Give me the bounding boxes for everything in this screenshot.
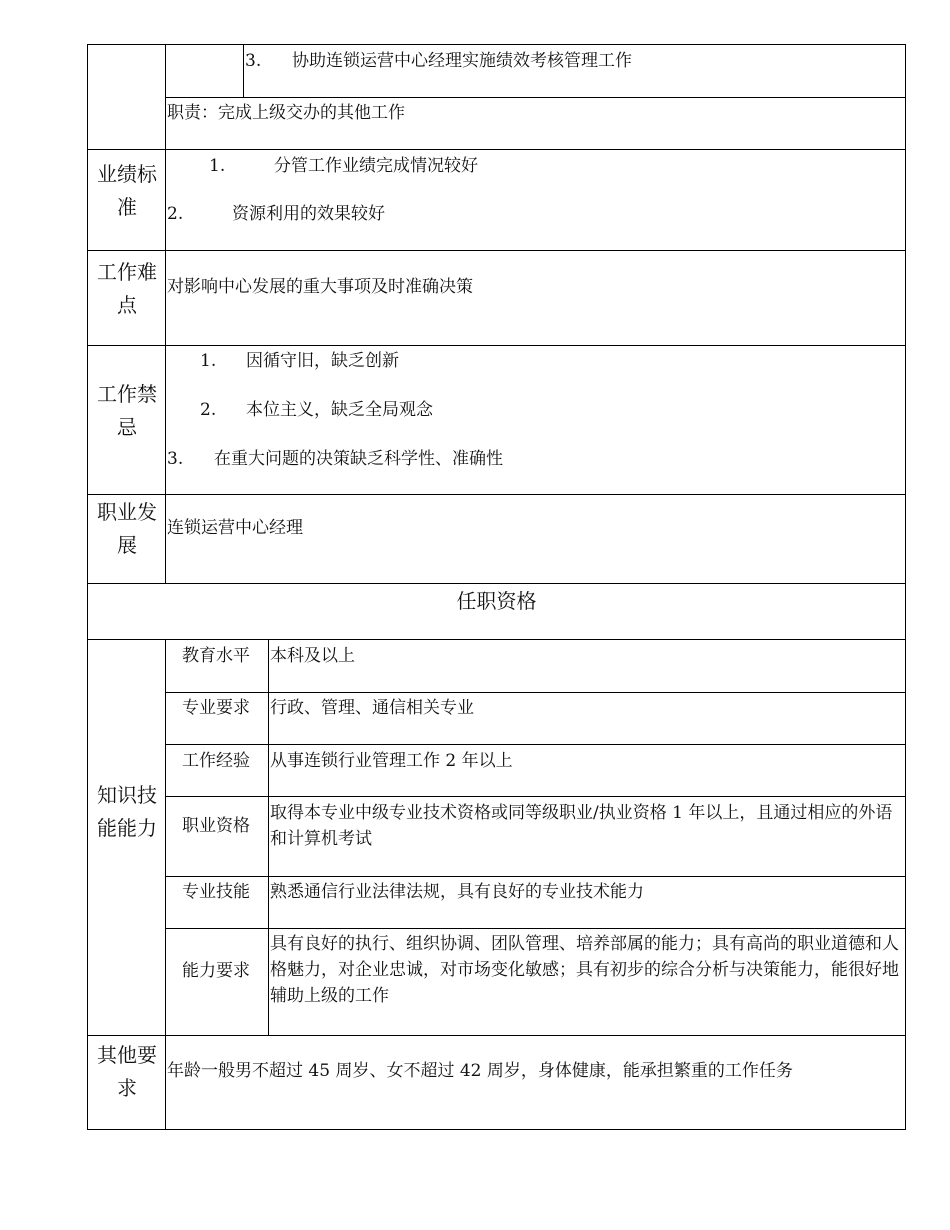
other-text: 年龄一般男不超过 45 周岁、女不超过 42 周岁，身体健康，能承担繁重的工作任务 bbox=[167, 1061, 793, 1081]
education-value: 本科及以上 bbox=[270, 646, 355, 666]
education-label: 教育水平 bbox=[182, 646, 250, 666]
taboo-item-2-number: 2. bbox=[200, 400, 217, 420]
career-label: 职业发展 bbox=[97, 500, 157, 557]
performance-label: 业绩标准 bbox=[97, 162, 157, 219]
taboo-item-3-number: 3. bbox=[167, 449, 184, 469]
item-text: 协助连锁运营中心经理实施绩效考核管理工作 bbox=[292, 51, 632, 71]
qualification-group-label: 知识技能能力 bbox=[97, 783, 157, 840]
experience-value: 从事连锁行业管理工作 2 年以上 bbox=[270, 751, 513, 771]
major-label: 专业要求 bbox=[182, 698, 250, 718]
performance-item-2-number: 2. bbox=[167, 204, 184, 224]
performance-item-1-text: 分管工作业绩完成情况较好 bbox=[274, 156, 478, 176]
taboo-item-1-number: 1. bbox=[200, 351, 217, 371]
certification-value: 取得本专业中级专业技术资格或同等级职业/执业资格 1 年以上，且通过相应的外语和计算机考试 bbox=[270, 803, 893, 849]
performance-item-2-text: 资源利用的效果较好 bbox=[232, 204, 385, 224]
experience-label: 工作经验 bbox=[182, 751, 250, 771]
skill-value: 熟悉通信行业法律法规，具有良好的专业技术能力 bbox=[270, 882, 644, 902]
taboo-item-2-text: 本位主义，缺乏全局观念 bbox=[246, 400, 433, 420]
item-number: 3. bbox=[245, 51, 262, 71]
qualification-title: 任职资格 bbox=[456, 589, 537, 613]
difficulty-text: 对影响中心发展的重大事项及时准确决策 bbox=[167, 277, 473, 297]
performance-item-1-number: 1. bbox=[209, 156, 226, 176]
difficulty-label: 工作难点 bbox=[97, 260, 157, 317]
taboo-item-1-text: 因循守旧，缺乏创新 bbox=[246, 351, 399, 371]
ability-value: 具有良好的执行、组织协调、团队管理、培养部属的能力；具有高尚的职业道德和人格魅力，对企业忠诚，对市场变化敏感；具有初步的综合分析与决策能力，能很好地辅助上级的工作 bbox=[270, 934, 899, 1006]
taboo-label: 工作禁忌 bbox=[97, 382, 157, 439]
major-value: 行政、管理、通信相关专业 bbox=[270, 698, 474, 718]
career-text: 连锁运营中心经理 bbox=[167, 518, 303, 538]
skill-label: 专业技能 bbox=[182, 882, 250, 902]
taboo-item-3-text: 在重大问题的决策缺乏科学性、准确性 bbox=[214, 449, 503, 469]
certification-label: 职业资格 bbox=[182, 816, 250, 836]
duty-text: 职责：完成上级交办的其他工作 bbox=[167, 103, 405, 123]
ability-label: 能力要求 bbox=[182, 961, 250, 981]
other-label: 其他要求 bbox=[97, 1043, 157, 1100]
